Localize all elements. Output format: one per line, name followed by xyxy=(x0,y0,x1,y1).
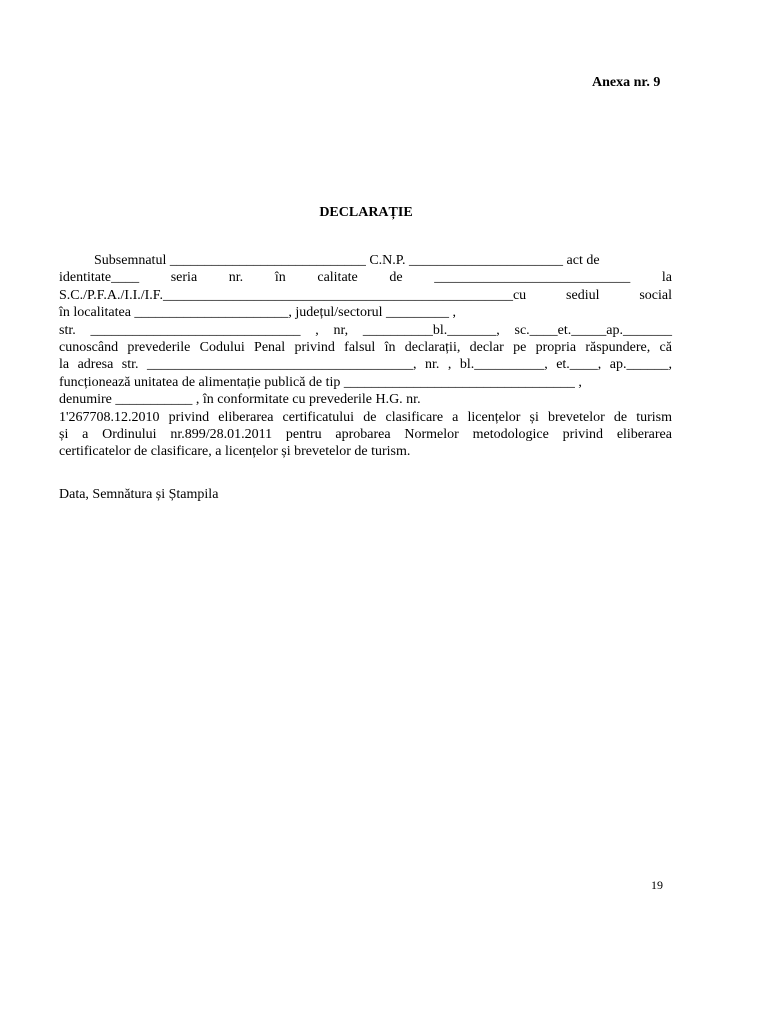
body-line: str. ______________________________ , nr, __________bl._______, sc.____et._____ap._______ xyxy=(59,322,672,338)
body-line: S.C./P.F.A./I.I./I.F.__________________________________________________cu sediul social xyxy=(59,287,672,303)
document-title: DECLARAȚIE xyxy=(319,205,413,220)
declaration-body xyxy=(59,252,672,461)
body-line: la adresa str. ______________________________________, nr. , bl.__________, et.____, ap.______, xyxy=(59,357,672,373)
body-line: cunoscând prevederile Codului Penal privind falsul în declarații, declar pe propria răspundere, că xyxy=(59,340,672,356)
signature-line: Data, Semnătura și Ștampila xyxy=(59,487,219,502)
body-line: 1'267708.12.2010 privind eliberarea certificatului de clasificare a licențelor și brevetelor de turism xyxy=(59,409,672,425)
body-line: Subsemnatul ____________________________ C.N.P. ______________________ act de xyxy=(59,253,600,268)
body-line: funcționează unitatea de alimentație publică de tip _________________________________ , xyxy=(59,374,582,390)
body-line: în localitatea ______________________, județul/sectorul _________ , xyxy=(59,305,456,321)
body-line: denumire ___________ , în conformitate cu prevederile H.G. nr. xyxy=(59,392,421,408)
annex-label: Anexa nr. 9 xyxy=(592,75,661,90)
body-line: certificatelor de clasificare, a licențelor și brevetelor de turism. xyxy=(59,444,411,460)
body-line: identitate____ seria nr. în calitate de ____________________________ la xyxy=(59,270,672,286)
page-number: 19 xyxy=(651,878,663,892)
body-line: și a Ordinului nr.899/28.01.2011 pentru aprobarea Normelor metodologice privind eliberarea xyxy=(59,427,672,443)
